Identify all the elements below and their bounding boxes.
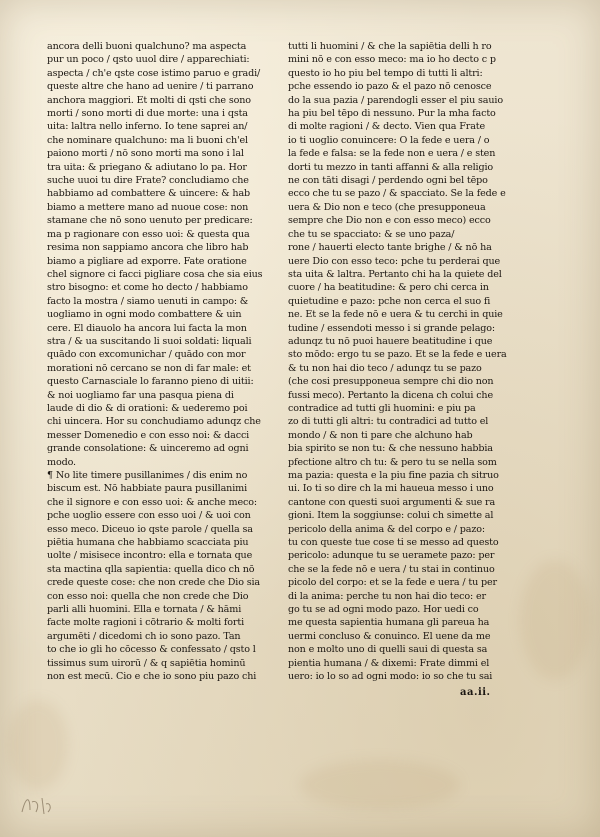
text-line: cere. El diauolo ha ancora lui facta la mon — [47, 322, 247, 334]
text-line: resima non sappiamo ancora che libro hab — [47, 242, 249, 254]
text-line: me questa sapientia humana gli pareua ha — [288, 617, 490, 629]
signature-mark: aa.ii. — [460, 687, 491, 698]
text-line: modo. — [47, 456, 76, 468]
text-column-left — [47, 40, 271, 684]
text-line: tu con queste tue cose ti se messo ad questo — [288, 537, 499, 549]
text-line: di molte ragioni / & decto. Vien qua Frate — [288, 121, 486, 133]
text-line: la fede e falsa: se la fede non e uera / e sten — [288, 148, 496, 160]
text-line: pur un poco / qsto uuol dire / apparechiati: — [47, 54, 250, 66]
text-line: pche uoglio essere con esso uoi / & uoi con — [47, 510, 251, 522]
text-line: tutti li huomini / & che la sapiētia delli h ro — [288, 41, 492, 52]
text-line: aspecta / ch'e qste cose istimo paruo e gradi/ — [47, 67, 261, 79]
text-line: go tu se ad ogni modo pazo. Hor uedi co — [288, 604, 479, 616]
text-line: chel signore ci facci pigliare cosa che sia eius — [47, 268, 263, 280]
text-line: ha piu bel tēpo di nessuno. Pur la mha facto — [288, 108, 496, 120]
text-line: ui. Io ti so dire ch la mi haueua messo i uno — [288, 483, 494, 495]
text-line: pientia humana / & dixemi: Frate dimmi el — [288, 657, 490, 669]
text-line: che tu se spacciato: & se uno paza/ — [288, 228, 455, 240]
text-line: che nominare qualchuno: ma li buoni ch'el — [47, 134, 248, 146]
text-line: biamo a mettere mano ad nuoue cose: non — [47, 201, 249, 213]
text-line: che se la fede nō e uera / tu stai in continuo — [288, 563, 495, 575]
text-line: non est mecū. Cio e che io sono piu pazo chi — [47, 671, 257, 683]
text-line: quietudine e pazo: pche non cerca el suo fi — [288, 295, 491, 307]
text-line: io ti uoglio conuincere: O la fede e uera / o — [288, 134, 490, 146]
text-line: grande consolatione: & uinceremo ad ogni — [47, 443, 249, 455]
text-line: questo io ho piu bel tempo di tutti li altri: — [288, 67, 483, 79]
text-line: uermi concluso & conuinco. El uene da me — [288, 630, 491, 642]
text-line: cuore / ha beatitudine: & pero chi cerca in — [288, 282, 489, 294]
text-line: pericolo: adunque tu se ueramete pazo: per — [288, 550, 495, 562]
text-line: ne. Et se la fede nō e uera & tu cerchi in quie — [288, 309, 503, 321]
text-line: rone / hauerti electo tante brighe / & nō ha — [288, 242, 492, 254]
text-line: uita: laltra nello inferno. Io tene saprei an/ — [47, 121, 248, 133]
text-line: fussi meco). Pertanto la dicena ch colui che — [288, 389, 493, 401]
text-line: morationi nō cercano se non di far male: et — [47, 362, 251, 374]
text-line: dorti tu mezzo in tanti affanni & alla religio — [288, 161, 494, 173]
text-line: pfectione altro ch tu: & pero tu se nella som — [288, 456, 497, 468]
text-line: suche uuoi tu dire Frate? concludiamo che — [47, 175, 249, 187]
text-line: chi uincera. Hor su conchudiamo adunqz che — [47, 416, 261, 428]
text-line: ¶ No lite timere pusillanimes / dis enim no — [47, 470, 248, 481]
text-line: con esso noi: quella che non crede che Dio — [47, 590, 249, 602]
text-line: laude di dio & di orationi: & uederemo poi — [47, 402, 248, 414]
text-line: quādo con excomunichar / quādo con mor — [47, 349, 246, 361]
text-line: habbiamo ad combattere & uincere: & hab — [47, 188, 251, 200]
text-line: queste altre che hano ad uenire / ti parrano — [47, 81, 254, 93]
text-line: parli alli huomini. Ella e tornata / & hāmi — [47, 604, 242, 616]
text-line: adunqz tu nō puoi hauere beatitudine i que — [288, 335, 493, 347]
paper-stain — [520, 560, 590, 680]
paper-stain — [8, 700, 68, 790]
text-line: tissimus sum uirorū / & q sapiētia hominū — [47, 657, 246, 669]
text-line: facto la mostra / siamo uenuti in campo: & — [47, 295, 249, 307]
text-line: & tu non hai dio teco / adunqz tu se pazo — [288, 362, 482, 374]
text-line: uolte / misisece incontro: ella e tornata que — [47, 550, 253, 562]
text-line: questo Carnasciale lo faranno pieno di uitii: — [47, 376, 254, 388]
text-line: di la anima: perche tu non hai dio teco: er — [288, 590, 486, 602]
text-line: uere Dio con esso teco: pche tu perderai que — [288, 255, 500, 267]
text-line: picolo del corpo: et se la fede e uera / tu per — [288, 577, 497, 589]
text-line: crede queste cose: che non crede che Dio sia — [47, 577, 260, 589]
text-line: argumēti / dicedomi ch io sono pazo. Tan — [47, 630, 241, 642]
handwritten-mark — [18, 790, 58, 820]
text-line: stro bisogno: et come ho decto / habbiamo — [47, 282, 248, 294]
text-line: ancora delli buoni qualchuno? ma aspecta — [47, 41, 247, 52]
text-line: cantone con questi suoi argumenti & sue ra — [288, 496, 496, 508]
text-line: & noi uogliamo far una pasqua piena di — [47, 389, 234, 401]
text-line: uera & Dio non e teco (che presupponeua — [288, 201, 486, 213]
text-line: stra / & ua suscitando li suoi soldati: liquali — [47, 335, 252, 347]
text-line: facte molte ragioni i cōtrario & molti forti — [47, 617, 244, 629]
text-line: biscum est. Nō habbiate paura pusillanimi — [47, 483, 247, 495]
text-line: paiono morti / nō sono morti ma sono i lal — [47, 148, 244, 160]
text-column-right — [288, 40, 524, 684]
text-line: tra uita: & priegano & adiutano lo pa. Hor — [47, 161, 247, 173]
text-line: messer Domenedio e con esso noi: & dacci — [47, 429, 250, 441]
text-line: uogliamo in ogni modo combattere & uin — [47, 309, 242, 321]
text-line: morti / sono morti di due morte: una i qsta — [47, 108, 248, 120]
text-line: sta mactina qlla sapientia: quella dico ch nō — [47, 563, 255, 575]
text-line: sto mōdo: ergo tu se pazo. Et se la fede e uera — [288, 349, 507, 361]
text-line: gioni. Item la soggiunse: colui ch simette al — [288, 510, 494, 522]
text-line: bia spirito se non tu: & che nessuno habbia — [288, 443, 493, 455]
text-line: zo di tutti gli altri: tu contradici ad tutto el — [288, 416, 489, 428]
text-line: mini nō e con esso meco: ma io ho decto c p — [288, 54, 496, 66]
text-line: ne con tāti disagi / perdendo ogni bel tēpo — [288, 175, 488, 187]
text-line: che il signore e con esso uoi: & anche meco: — [47, 496, 257, 508]
text-line: biamo a pigliare ad exporre. Fate oratione — [47, 255, 247, 267]
text-line: tudine / essendoti messo i si grande pelago: — [288, 322, 495, 334]
paper-stain — [300, 760, 460, 810]
text-line: stamane che nō sono uenuto per predicare: — [47, 215, 253, 227]
text-line: non e molto uno di quelli saui di questa sa — [288, 644, 488, 656]
text-line: to che io gli ho cōcesso & confessato / qsto l — [47, 644, 256, 656]
text-line: sta uita & laltra. Pertanto chi ha la quiete del — [288, 268, 502, 280]
text-line: esso meco. Diceuo io qste parole / quella sa — [47, 523, 253, 535]
text-line: pche essendo io pazo & el pazo nō cenosce — [288, 81, 492, 93]
text-line: ecco che tu se pazo / & spacciato. Se la fede e — [288, 188, 506, 200]
text-line: anchora maggiori. Et molti di qsti che sono — [47, 94, 251, 106]
text-line: sempre che Dio non e con esso meco) ecco — [288, 215, 491, 227]
text-line: uero: io lo so ad ogni modo: io so che tu sai — [288, 671, 493, 683]
text-line: (che cosi presupponeua sempre chi dio non — [288, 376, 494, 388]
text-line: ma p ragionare con esso uoi: & questa qua — [47, 228, 250, 240]
text-line: piētia humana che habbiamo scacciata piu — [47, 537, 249, 549]
text-line: pericolo della anima & del corpo e / pazo: — [288, 523, 485, 535]
text-line: do la sua pazia / parendogli esser el piu sauio — [288, 94, 503, 106]
text-line: contradice ad tutti gli huomini: e piu pa — [288, 402, 476, 414]
text-line: mondo / & non ti pare che alchuno hab — [288, 429, 473, 441]
text-line: ma pazia: questa e la piu fine pazia ch sitruo — [288, 470, 499, 481]
